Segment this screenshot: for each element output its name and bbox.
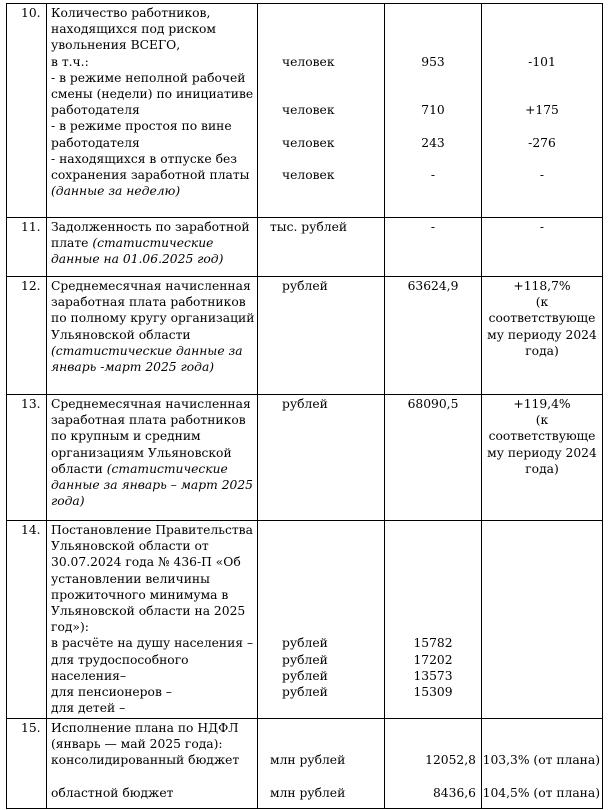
row-change: -101 +175 -276 - (482, 4, 603, 218)
row-number: 15. (7, 719, 47, 809)
row-change (482, 521, 603, 719)
row-unit: рублей рублей рублей рублей (258, 521, 385, 719)
row-value: 15782 17202 13573 15309 (385, 521, 482, 719)
table-row (7, 4, 603, 218)
row-number: 10. (7, 4, 47, 218)
row-change: - (482, 218, 603, 277)
row-value: 953 710 243 - (385, 4, 482, 218)
row-value: - (385, 218, 482, 277)
row-value: 12052,8 8436,6 (385, 719, 482, 809)
row-unit: рублей (258, 395, 385, 521)
row-unit: тыс. рублей (258, 218, 385, 277)
row-change: +118,7% (к соответствующе му периоду 2024 года) (482, 277, 603, 395)
row-unit: человек человек человек человек (258, 4, 385, 218)
row-description: Задолженность по заработной плате (статистические данные на 01.06.2025 год) (47, 218, 258, 277)
row-description: Исполнение плана по НДФЛ (январь — май 2025 года): консолидированный бюджет областной бюджет (47, 719, 258, 809)
row-number: 14. (7, 521, 47, 719)
row-description: Среднемесячная начисленная заработная плата работников по полному кругу организаций Ульяновской области (статистические данные за январь -март 2025 года) (47, 277, 258, 395)
row-unit: рублей (258, 277, 385, 395)
row-description: Постановление Правительства Ульяновской области от 30.07.2024 года № 436-П «Об установлении величины прожиточного минимума в Ульяновской области на 2025 год»): в расчёте на душу населения – для трудоспособного населения– для пенсионеров – для детей – (47, 521, 258, 719)
row-number: 12. (7, 277, 47, 395)
row-change: +119,4% (к соответствующе му периоду 2024 года) (482, 395, 603, 521)
table-row (7, 719, 603, 809)
row-number: 11. (7, 218, 47, 277)
row-description: Среднемесячная начисленная заработная плата работников по крупным и средним организациям Ульяновской области (статистические данные за январь – март 2025 года) (47, 395, 258, 521)
row-value: 68090,5 (385, 395, 482, 521)
table-row (7, 218, 603, 277)
row-unit: млн рублей млн рублей (258, 719, 385, 809)
report-table (6, 3, 603, 809)
row-value: 63624,9 (385, 277, 482, 395)
row-change: 103,3% (от плана) 104,5% (от плана) (482, 719, 603, 809)
row-number: 13. (7, 395, 47, 521)
row-description: Количество работников, находящихся под риском увольнения ВСЕГО, в т.ч.: - в режиме неполной рабочей смены (недели) по инициативе работодателя - в режиме простоя по вине работодателя - находящихся в отпуске без сохранения заработной платы (данные за неделю) (47, 4, 258, 218)
table-row (7, 521, 603, 719)
table-row (7, 277, 603, 395)
table-row (7, 395, 603, 521)
